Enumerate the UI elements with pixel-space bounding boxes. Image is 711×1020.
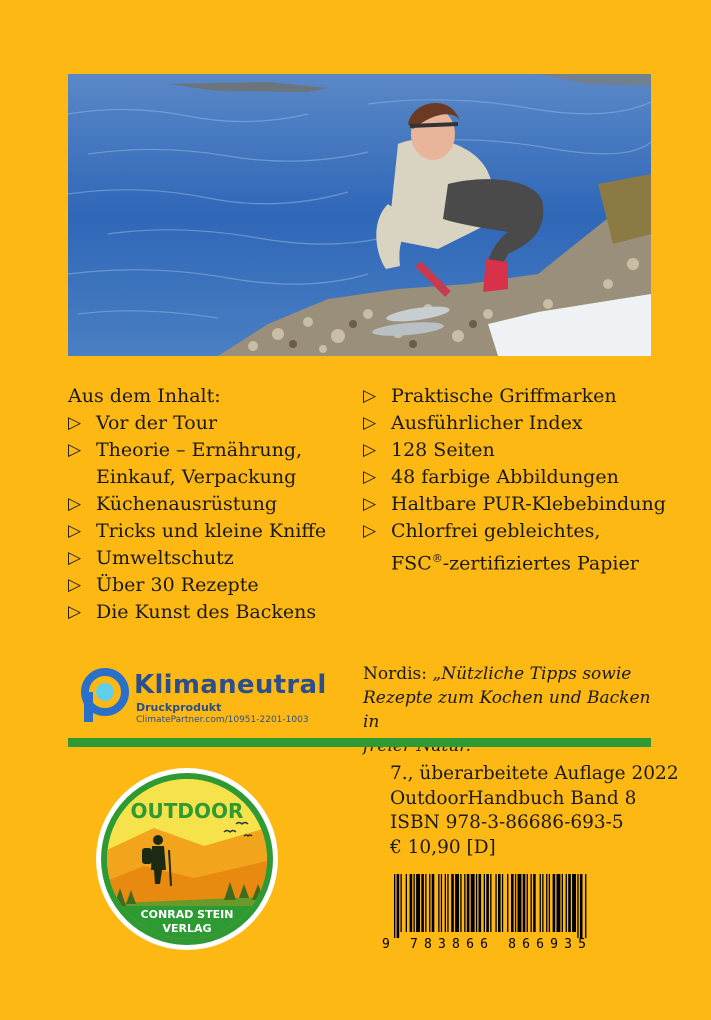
barcode-bar [531,874,532,932]
book-info [390,762,679,860]
climate-subtitle: Druckprodukt [136,701,222,714]
badge-top-text: OUTDOOR [130,799,244,823]
barcode-bar [432,874,435,932]
publisher-badge [94,766,280,952]
badge-bottom-text-2: VERLAG [162,922,212,935]
badge-bottom-text-1: CONRAD STEIN [140,908,234,921]
barcode-bar [447,874,448,932]
features-list [363,383,666,577]
barcode-bar [410,874,413,932]
barcode-bar [557,874,561,932]
climate-partner-icon [80,668,130,726]
quote-text-1: „Nützliche Tipps sowie [432,664,632,684]
barcode-bar [577,874,578,938]
barcode-bar [460,874,461,932]
barcode-bar [568,874,571,932]
list-item: ▷ 128 Seiten [363,437,666,464]
barcode-bar [542,874,543,932]
list-item: ▷ Tricks und kleine Kniffe [68,518,326,545]
barcode-bar [585,874,586,938]
barcode-bar [527,874,528,932]
barcode-bar [495,874,496,932]
triangle-icon: ▷ [363,494,377,514]
barcode-bar [562,874,563,932]
list-item-continued: FSC®-zertifiziertes Papier [391,552,639,575]
barcode-bar [484,874,485,932]
climate-url: ClimatePartner.com/10951-2201-1003 [136,715,309,725]
barcode-bar [425,874,426,932]
list-item: ▷ Die Kunst des Backens [68,599,326,626]
triangle-icon: ▷ [68,413,82,433]
climate-title: Klimaneutral [134,670,327,700]
barcode-bar [414,874,415,932]
list-item: ▷ 48 farbige Abbildungen [363,464,666,491]
barcode-bar [549,874,550,932]
triangle-icon: ▷ [68,494,82,514]
contents-list [68,383,326,626]
barcode-bar [518,874,522,932]
barcode-bar [397,874,400,938]
barcode-bar [401,874,402,932]
barcode-bar [464,874,465,932]
barcode-bar [502,874,503,932]
barcode-bar [476,874,477,932]
barcode-bar [507,874,508,932]
edition: 7., überarbeitete Auflage 2022 [390,763,679,784]
barcode-bar [467,874,470,932]
barcode-bar [455,874,459,932]
river-photo [68,74,651,356]
barcode-bar [429,874,430,932]
barcode-bars [394,874,586,938]
barcode-bar [572,874,576,932]
list-item-continued: Einkauf, Verpackung [96,466,297,488]
triangle-icon: ▷ [68,548,82,568]
isbn: ISBN 978-3-86686-693-5 [390,812,624,833]
barcode-bar [546,874,547,932]
quote-source: Nordis: [363,664,428,684]
isbn-barcode [382,874,588,950]
barcode-bar [566,874,567,932]
list-item: ▷ Ausführlicher Index [363,410,666,437]
barcode-bar [523,874,526,932]
triangle-icon: ▷ [363,413,377,433]
climate-neutral-logo [80,668,350,728]
barcode-bar [394,874,395,938]
barcode-bar [540,874,541,932]
triangle-icon: ▷ [68,521,82,541]
series: OutdoorHandbuch Band 8 [390,787,637,809]
contents-heading: Aus dem Inhalt: [68,385,221,407]
list-item: ▷ Über 30 Rezepte [68,572,326,599]
cover-photo [68,74,651,356]
barcode-bar [515,874,516,932]
barcode-bar [511,874,514,932]
barcode-bar [533,874,536,932]
barcode-bar [406,874,407,932]
list-item: ▷ Haltbare PUR-Klebebindung [363,491,666,518]
list-item: ▷ Vor der Tour [68,410,326,437]
barcode-bar [471,874,475,932]
barcode-bar [553,874,556,932]
barcode-bar [451,874,454,932]
barcode-bar [445,874,446,932]
barcode-bar [438,874,439,932]
barcode-bar [441,874,442,932]
divider-bar [68,738,651,747]
list-item: ▷ Umweltschutz [68,545,326,572]
barcode-bar [416,874,420,932]
list-item: ▷ Küchenausrüstung [68,491,326,518]
quote-text-2: Rezepte zum Kochen und Backen in [363,688,651,732]
barcode-bar [498,874,501,932]
list-item: ▷ Chlorfrei gebleichtes, [363,518,666,545]
triangle-icon: ▷ [68,602,82,622]
barcode-bar [421,874,424,932]
triangle-icon: ▷ [363,386,377,406]
barcode-bar [486,874,489,932]
barcode-bar [479,874,482,932]
triangle-icon: ▷ [363,467,377,487]
triangle-icon: ▷ [363,440,377,460]
triangle-icon: ▷ [363,521,377,541]
list-item: ▷ Theorie – Ernährung, [68,437,326,464]
triangle-icon: ▷ [68,440,82,460]
list-item: ▷ Praktische Griffmarken [363,383,666,410]
barcode-bar [580,874,583,938]
barcode-bar [490,874,491,932]
triangle-icon: ▷ [68,575,82,595]
price: € 10,90 [D] [390,836,496,858]
barcode-digits: 9 783866 866935 [382,937,586,950]
